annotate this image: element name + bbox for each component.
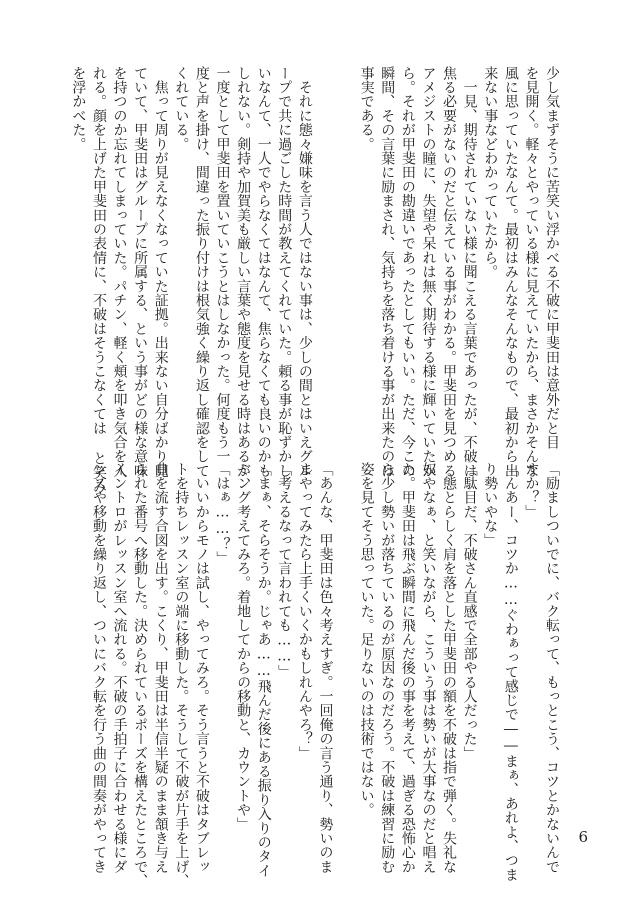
text-line: 態とらしく肩を落とした甲斐田の額を不破は指で弾く。失礼な [441, 462, 458, 874]
text-line: れる。顔を上げた甲斐田の表情に、不破はそうこなくては と笑み [90, 66, 107, 494]
text-line: 「まぁ、そらそうか。じゃあ……飛んだ後にある振り入りのタイ [255, 462, 272, 878]
text-line: しれない。剣持や加賀美も厳しい言葉や態度を見せる時はあるが、 [235, 66, 252, 492]
text-line: た。甲斐田は飛ぶ瞬間に飛んだ後の事を考えて、過ぎる恐怖心か [399, 462, 416, 874]
text-line: 来ない事などわかっていたから。 [482, 66, 499, 279]
text-line: 「考えるなって言われても……」 [276, 462, 293, 679]
text-line: ンスや移動を繰り返し、ついにバク転を行う曲の間奏がやってき [90, 462, 107, 874]
text-line: られた番号へ移動した。決められているポーズを構えたところで、 [132, 462, 149, 888]
page-number: 6 [578, 828, 588, 846]
text-line: 曲を流す合図を出す。こくり、甲斐田は半信半疑のまま頷き与え [152, 462, 169, 874]
text-line: トを持ちレッスン室の端に移動した。そうして不破が片手を上げ、 [173, 462, 190, 888]
text-line: すか？」 [523, 462, 540, 519]
text-line: 「はぁ……？」 [214, 462, 231, 566]
text-line [335, 66, 356, 414]
text-line: を見開く。軽々とやっている様に見えていたから、まさかそんな [523, 66, 540, 478]
text-line: を浮かべた。 [70, 66, 87, 152]
text-line: 風に思っていたなんて。最初はみんなそんなもので、最初から出 [502, 66, 519, 478]
text-line: 「んあー、コツか……ぐわぁって感じで――まぁ、あれよ、つま [502, 462, 519, 882]
text-line: ていて、甲斐田はグループに所属する、という事がどの様な意味 [132, 66, 149, 478]
text-line: ら。それが甲斐田の勘違いであったとしてもいい。ただ、今この [399, 66, 416, 478]
text-line: 度と声を掛け、間違った振り付けは根気強く繰り返し確認をして [193, 66, 210, 478]
lower-text-block [72, 462, 562, 888]
text-line: 一見、期待されていない様に聞こえる言葉であったが、不破は [461, 66, 478, 478]
text-line: ら少し勢いが落ちているのが原因なのだろう。不破は練習に励む [379, 462, 396, 874]
text-line: 「駄目だ、不破さん直感で全部やる人だった」 [461, 462, 478, 761]
text-line: いいからモノは試し、やってみろ。そう言うと不破はタブレッ [193, 462, 210, 874]
text-line [335, 462, 356, 810]
text-line: 一度として甲斐田を置いていこうとはしなかった。何度もう一 [214, 66, 231, 464]
text-line: 焦って周りが見えなくなっていた証拠。出来ない自分ばかり見 [152, 66, 169, 478]
text-line: ープで共に過ごした時間が教えてくれていた。頼る事が恥ずかし [276, 66, 293, 478]
text-line: ミング考えてみろ。着地してからの移動と、カウントや」 [235, 462, 252, 832]
text-line: 奴やなぁ、と笑いながら、こういう事は勢いが大事なのだと唱え [420, 462, 437, 874]
text-line: り勢いやな」 [482, 462, 499, 548]
text-line: 瞬間、その言葉に励まされ、気持ちを落ち着ける事が出来たのは [379, 66, 396, 478]
text-line: 「あんな、甲斐田は色々考えすぎ。一回俺の言う通り、勢いのま [317, 462, 334, 874]
text-line: 「励ましついでに、バク転って、もっとこう、コツとかないんで [544, 462, 560, 874]
text-line: いなんて、一人でやらなくてはなんて、焦らなくても良いのかも [255, 66, 272, 478]
text-line: まやってみたら上手くいくかもしれんやろ？」 [296, 462, 313, 761]
text-line: くれている。 [173, 66, 190, 152]
text-line: を持つのか忘れてしまっていた。パチン、軽く頬を叩き気合を入 [111, 66, 128, 478]
text-line: イントロがレッスン室へ流れる。不破の手拍子に合わせる様にダ [111, 462, 128, 874]
text-line: 姿を見てそう思っていた。足りないのは技術ではない。 [358, 462, 375, 817]
text-line: 事実である。 [358, 66, 375, 152]
text-line: 少し気まずそうに苦笑い浮かべる不破に甲斐田は意外だと目 [544, 66, 560, 450]
text-line: 焦る必要がないのだと伝えている事がわかる。甲斐田を見つめる [441, 66, 458, 478]
text-line: アメジストの瞳に、失望や呆れは無く期待する様に輝いていたか [420, 66, 437, 478]
text-line: それに態々嫌味を言う人ではない事は、少しの間とはいえグル [296, 66, 313, 478]
text-line [315, 66, 336, 414]
